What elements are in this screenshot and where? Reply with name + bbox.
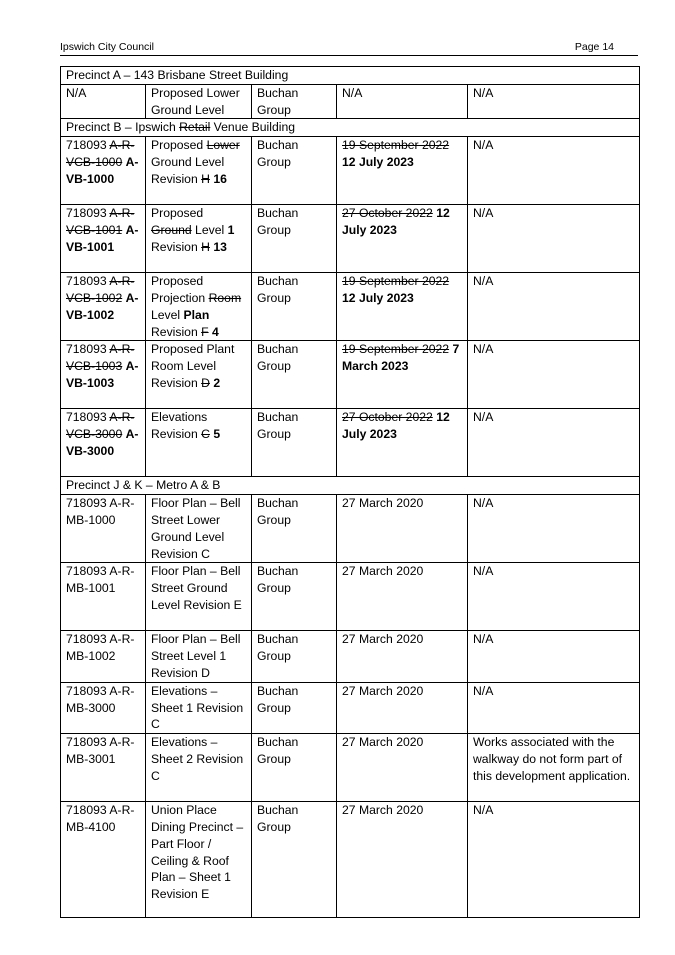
- cell-title: [146, 205, 252, 273]
- cell-text-part: A-VB-1000: [66, 154, 139, 186]
- section-title: Precinct J & K – Metro A & B: [61, 477, 640, 495]
- header-page-number: Page 14: [574, 41, 614, 53]
- cell-text-part: A-VB-1003: [66, 359, 139, 390]
- section-title: Precinct A – 143 Brisbane Street Building: [61, 67, 640, 85]
- cell-text-part: Buchan Group: [257, 206, 299, 237]
- cell-text-part: 12 July 2023: [342, 410, 450, 442]
- cell-notes: [468, 409, 640, 477]
- table-row: [61, 273, 640, 341]
- cell-text-part: Buchan Group: [257, 803, 299, 834]
- cell-text-part: Works associated with the walkway do not form part of this development application.: [473, 735, 631, 783]
- table-row: [61, 137, 640, 205]
- cell-text-part: 718093: [66, 410, 110, 425]
- cell-text-part: H: [201, 239, 210, 254]
- cell-text-part: N/A: [473, 683, 494, 698]
- cell-title: [146, 734, 252, 802]
- cell-text-part: H: [201, 171, 210, 186]
- cell-date: [337, 631, 468, 682]
- cell-notes: [468, 205, 640, 273]
- cell-prepared: [252, 205, 337, 273]
- cell-text-part: N/A: [473, 803, 494, 818]
- cell-text-part: Room: [208, 290, 242, 305]
- cell-text-part: 27 March 2020: [342, 564, 424, 579]
- cell-text-part: N/A: [473, 632, 494, 647]
- cell-prepared: [252, 409, 337, 477]
- cell-text-part: 19 September 2022: [342, 342, 450, 357]
- cell-text-part: N/A: [473, 342, 494, 357]
- cell-drawing: [61, 409, 146, 477]
- cell-text-part: Plan: [183, 307, 210, 322]
- cell-notes: [468, 341, 640, 409]
- cell-text-part: N/A: [473, 274, 494, 289]
- cell-drawing: [61, 734, 146, 802]
- table-row: [61, 341, 640, 409]
- cell-drawing: [61, 341, 146, 409]
- cell-date: [337, 734, 468, 802]
- cell-drawing: [61, 495, 146, 563]
- cell-notes: [468, 734, 640, 802]
- cell-date: [337, 563, 468, 631]
- cell-text-part: 718093 A-R-MB-4100: [66, 803, 135, 834]
- cell-drawing: [61, 563, 146, 631]
- cell-title: [146, 802, 252, 918]
- cell-text-part: 27 March 2020: [342, 496, 424, 511]
- cell-date: [337, 802, 468, 918]
- cell-text-part: Buchan Group: [257, 85, 299, 117]
- cell-text-part: Floor Plan – Bell Street Ground Level Revision E: [151, 564, 242, 612]
- table-row: [61, 495, 640, 563]
- cell-text-part: Buchan Group: [257, 496, 299, 527]
- cell-text-part: Level: [151, 307, 184, 322]
- cell-prepared: [252, 563, 337, 631]
- cell-text-part: N/A: [473, 410, 494, 425]
- cell-text-part: N/A: [473, 85, 494, 100]
- cell-text-part: Venue Building: [210, 120, 296, 135]
- cell-text-part: Union Place Dining Precinct – Part Floor / Ceiling & Roof Plan – Sheet 1 Revision E: [151, 803, 244, 902]
- cell-text-part: A-R-VCB-1003: [66, 342, 135, 374]
- cell-prepared: [252, 341, 337, 409]
- cell-text-part: Proposed Lower Ground Level: [151, 85, 240, 117]
- cell-prepared: [252, 802, 337, 918]
- cell-text-part: Buchan Group: [257, 274, 299, 305]
- cell-drawing: [61, 273, 146, 341]
- cell-text-part: A-VB-3000: [66, 427, 139, 458]
- cell-drawing: [61, 802, 146, 918]
- cell-text-part: 2: [213, 375, 221, 390]
- cell-notes: [468, 682, 640, 733]
- cell-text-part: 718093 A-R-MB-1001: [66, 564, 135, 596]
- cell-prepared: [252, 734, 337, 802]
- cell-title: [146, 341, 252, 409]
- cell-text-part: Proposed: [151, 206, 204, 221]
- table-row: [61, 734, 640, 802]
- cell-text-part: 7 March 2023: [342, 342, 460, 374]
- cell-text-part: A-R-VCB-3000: [66, 410, 135, 442]
- cell-drawing: [61, 682, 146, 733]
- cell-notes: [468, 631, 640, 682]
- cell-text-part: 718093: [66, 206, 110, 221]
- cell-text-part: 19 September 2022: [342, 138, 450, 153]
- cell-text-part: 19 September 2022: [342, 274, 450, 289]
- cell-prepared: [252, 84, 337, 119]
- cell-date: [337, 273, 468, 341]
- cell-text-part: 718093 A-R-MB-1002: [66, 632, 135, 664]
- cell-text-part: 12 July 2023: [342, 290, 414, 305]
- cell-date: [337, 495, 468, 563]
- section-title: [61, 119, 640, 137]
- table-row: [61, 802, 640, 918]
- cell-text-part: N/A: [473, 496, 494, 511]
- header-council-name: Ipswich City Council: [60, 41, 154, 53]
- cell-text-part: Buchan Group: [257, 564, 299, 596]
- cell-date: [337, 84, 468, 119]
- cell-text-part: 5: [213, 427, 221, 442]
- cell-text-part: A-R-VCB-1002: [66, 274, 135, 305]
- cell-text-part: 4: [211, 324, 219, 339]
- cell-notes: [468, 802, 640, 918]
- cell-text-part: 1: [227, 222, 235, 237]
- cell-text-part: 27 October 2022: [342, 410, 433, 425]
- cell-date: [337, 205, 468, 273]
- cell-title: [146, 563, 252, 631]
- table-row: [61, 682, 640, 733]
- cell-text-part: A-R-VCB-1001: [66, 206, 135, 237]
- cell-date: [337, 409, 468, 477]
- cell-text-part: Floor Plan – Bell Street Lower Ground Level Revision C: [151, 496, 241, 561]
- section-header-row: [61, 477, 640, 495]
- cell-text-part: Proposed: [151, 138, 207, 153]
- cell-text-part: D: [201, 375, 210, 390]
- cell-text-part: Level: [191, 222, 228, 237]
- cell-title: [146, 409, 252, 477]
- cell-text-part: 718093 A-R-MB-1000: [66, 496, 135, 527]
- cell-text-part: 718093 A-R-MB-3000: [66, 683, 135, 715]
- cell-text-part: 12 July 2023: [342, 154, 414, 169]
- cell-text-part: Elevations – Sheet 2 Revision C: [151, 735, 244, 783]
- cell-text-part: 27 March 2020: [342, 683, 424, 698]
- cell-text-part: 27 October 2022: [342, 206, 433, 221]
- cell-date: [337, 682, 468, 733]
- table-row: [61, 563, 640, 631]
- cell-title: [146, 682, 252, 733]
- cell-text-part: A-R-VCB-1000: [66, 138, 135, 169]
- cell-title: [146, 495, 252, 563]
- cell-text-part: N/A: [473, 206, 494, 221]
- cell-text-part: Revision: [151, 239, 202, 254]
- cell-prepared: [252, 137, 337, 205]
- cell-notes: [468, 495, 640, 563]
- section-header-row: [61, 119, 640, 137]
- cell-text-part: 27 March 2020: [342, 803, 424, 818]
- cell-text-part: Ground: [151, 222, 192, 237]
- cell-title: [146, 84, 252, 119]
- cell-text-part: 27 March 2020: [342, 735, 424, 750]
- cell-text-part: 718093: [66, 138, 110, 153]
- cell-text-part: Elevations Revision: [151, 410, 208, 442]
- cell-prepared: [252, 631, 337, 682]
- cell-drawing: [61, 84, 146, 119]
- cell-drawing: [61, 631, 146, 682]
- cell-text-part: 16: [213, 171, 227, 186]
- cell-text-part: Buchan Group: [257, 683, 299, 715]
- cell-text-part: Proposed Plant Room Level Revision: [151, 342, 235, 390]
- cell-text-part: Ground Level Revision: [151, 154, 225, 186]
- cell-text-part: Retail: [179, 120, 211, 135]
- cell-text-part: Lower: [206, 138, 240, 153]
- cell-text-part: F: [201, 324, 209, 339]
- cell-title: [146, 631, 252, 682]
- cell-date: [337, 341, 468, 409]
- cell-notes: [468, 563, 640, 631]
- cell-title: [146, 137, 252, 205]
- drawings-table: [60, 66, 640, 918]
- table-row: [61, 409, 640, 477]
- cell-text-part: 13: [213, 239, 227, 254]
- cell-prepared: [252, 273, 337, 341]
- cell-text-part: Proposed Projection: [151, 274, 209, 305]
- cell-notes: [468, 84, 640, 119]
- table-row: [61, 205, 640, 273]
- cell-text-part: Buchan Group: [257, 138, 299, 169]
- cell-text-part: Buchan Group: [257, 342, 299, 374]
- cell-text-part: C: [201, 427, 210, 442]
- cell-text-part: Precinct B – Ipswich: [66, 120, 180, 135]
- cell-text-part: Buchan Group: [257, 410, 299, 442]
- cell-prepared: [252, 495, 337, 563]
- cell-text-part: Floor Plan – Bell Street Level 1 Revision D: [151, 632, 241, 680]
- cell-text-part: A-VB-1001: [66, 222, 139, 254]
- cell-text-part: 718093 A-R-MB-3001: [66, 735, 135, 766]
- cell-text-part: N/A: [473, 138, 494, 153]
- cell-drawing: [61, 205, 146, 273]
- cell-text-part: N/A: [473, 564, 494, 579]
- cell-text-part: Elevations – Sheet 1 Revision C: [151, 683, 244, 732]
- cell-text-part: 12 July 2023: [342, 206, 450, 237]
- table-row: [61, 631, 640, 682]
- cell-text-part: 718093: [66, 274, 110, 289]
- cell-notes: [468, 273, 640, 341]
- cell-notes: [468, 137, 640, 205]
- cell-drawing: [61, 137, 146, 205]
- section-header-row: [61, 67, 640, 85]
- cell-text-part: 27 March 2020: [342, 632, 424, 647]
- cell-text-part: N/A: [66, 85, 87, 100]
- cell-text-part: Buchan Group: [257, 735, 299, 766]
- cell-text-part: Revision: [151, 324, 202, 339]
- table-row: [61, 84, 640, 119]
- cell-text-part: Buchan Group: [257, 632, 299, 664]
- cell-text-part: A-VB-1002: [66, 290, 139, 322]
- cell-date: [337, 137, 468, 205]
- cell-text-part: N/A: [342, 85, 363, 100]
- header-rule: [60, 55, 638, 56]
- cell-prepared: [252, 682, 337, 733]
- cell-text-part: 718093: [66, 342, 110, 357]
- cell-title: [146, 273, 252, 341]
